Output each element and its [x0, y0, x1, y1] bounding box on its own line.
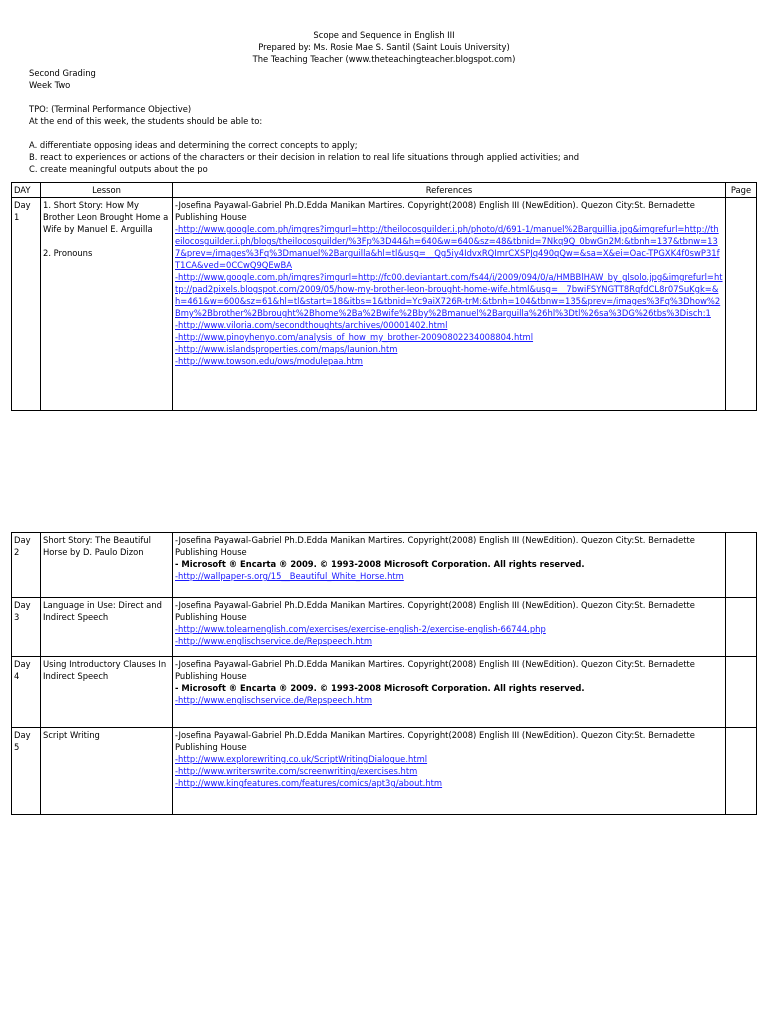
reference-link[interactable]: -http://www.google.com.ph/imgres?imgurl=http://theilocosguilder.i.ph/photo/d/691-1/manuel%2Barguillia.jpg&imgrefurl=http://theilocosguilder.i.ph/blogs/theilocosguilder/%3Fp%3D44&h=640&w=640&sz=48&tbnid=7Nkq9Q_0bwGn2M:&tbnh=137&tbnw=137&prev=/images%3Fq%3Dmanuel%2Barguilla&hl=tl&usg=__Qg5iy4IdvxRQImrCXSPJq490qQw=&sa=X&ei=Oac-TPGXK4f0swP31fT1CA&ved=0CCwQ9QEwBA: [175, 224, 720, 270]
header-page: Page: [726, 183, 757, 198]
table-row: [12, 657, 757, 728]
lesson-table-week-two: [11, 182, 757, 411]
day-cell: Day 2: [12, 533, 41, 598]
objective-b: B. react to experiences or actions of the characters or their decision in relation to real life situations through applied activities; and: [29, 152, 580, 162]
objective-c: C. create meaningful outputs about the po: [29, 164, 208, 174]
reference-book: -Josefina Payawal-Gabriel Ph.D.Edda Manikan Martires. Copyright(2008) English III (NewEdition). Quezon City:St. Bernadette Publishing House: [175, 535, 695, 557]
lesson-cell: Script Writing: [41, 728, 173, 815]
reference-encarta: - Microsoft ® Encarta ® 2009. © 1993-2008 Microsoft Corporation. All rights reserved.: [175, 559, 585, 569]
references-cell: [173, 728, 726, 815]
page-cell: [726, 657, 757, 728]
day-cell: Day 3: [12, 598, 41, 657]
page-cell: [726, 598, 757, 657]
reference-link[interactable]: -http://www.englischservice.de/Repspeech.htm: [175, 636, 372, 646]
references-cell: [173, 598, 726, 657]
references-cell: [173, 198, 726, 411]
reference-link[interactable]: -http://www.pinoyhenyo.com/analysis_of_how_my_brother-20090802234008804.html: [175, 332, 534, 342]
table-row: [12, 198, 757, 411]
reference-link[interactable]: -http://www.tolearnenglish.com/exercises/exercise-english-2/exercise-english-66744.php: [175, 624, 546, 634]
header-day: DAY: [12, 183, 41, 198]
references-cell: [173, 533, 726, 598]
lesson-cell: Using Introductory Clauses In Indirect Speech: [41, 657, 173, 728]
objective-a: A. differentiate opposing ideas and determining the correct concepts to apply;: [29, 140, 358, 150]
intro-section: [29, 67, 749, 175]
reference-link[interactable]: -http://www.towson.edu/ows/modulepaa.htm: [175, 356, 363, 366]
day-cell: Day 4: [12, 657, 41, 728]
reference-link[interactable]: -http://www.google.com.ph/imgres?imgurl=http://fc00.deviantart.com/fs44/i/2009/094/0/a/HMBBlHAW_by_glsolo.jpg&imgrefurl=http://pad2pixels.blogspot.com/2009/05/how-my-brother-leon-brought-home-wife.html&usg=__7bwiFSYNGTT8RqfdCL8r07SuKgk=&h=461&w=600&sz=61&hl=tl&start=18&itbs=1&tbnid=Yc9aiX726R-trM:&tbnh=104&tbnw=135&prev=/images%3Fq%3Dhow%2Bmy%2Bbrother%2Bbrought%2Bhome%2Ba%2Bwife%2Bby%2Bmanuel%2Barguilla%26hl%3Dtl%26sa%3DG%26tbs%3Disch:1: [175, 272, 723, 318]
page-cell: [726, 728, 757, 815]
tpo-heading: TPO: (Terminal Performance Objective): [29, 104, 192, 114]
table-header-row: [12, 183, 757, 198]
reference-link[interactable]: -http://www.explorewriting.co.uk/ScriptWritingDialogue.html: [175, 754, 428, 764]
page-cell: [726, 533, 757, 598]
document-header: [0, 29, 768, 65]
page-cell: [726, 198, 757, 411]
lesson-table-continued: [11, 532, 757, 815]
reference-link[interactable]: -http://www.kingfeatures.com/features/comics/apt3g/about.htm: [175, 778, 443, 788]
lesson-cell: [41, 198, 173, 411]
lesson-item: 2. Pronouns: [43, 248, 93, 258]
reference-link[interactable]: -http://www.viloria.com/secondthoughts/archives/00001402.html: [175, 320, 448, 330]
teacher-credit: The Teaching Teacher (www.theteachingteacher.blogspot.com): [252, 54, 516, 64]
reference-encarta: - Microsoft ® Encarta ® 2009. © 1993-2008 Microsoft Corporation. All rights reserved.: [175, 683, 585, 693]
table-row: [12, 598, 757, 657]
reference-book: -Josefina Payawal-Gabriel Ph.D.Edda Manikan Martires. Copyright(2008) English III (NewEdition). Quezon City:St. Bernadette Publishing House: [175, 600, 695, 622]
reference-book: -Josefina Payawal-Gabriel Ph.D.Edda Manikan Martires. Copyright(2008) English III (NewEdition). Quezon City:St. Bernadette Publishing House: [175, 200, 695, 222]
reference-book: -Josefina Payawal-Gabriel Ph.D.Edda Manikan Martires. Copyright(2008) English III (NewEdition). Quezon City:St. Bernadette Publishing House: [175, 659, 695, 681]
lesson-cell: Language in Use: Direct and Indirect Speech: [41, 598, 173, 657]
references-cell: [173, 657, 726, 728]
reference-link[interactable]: -http://www.islandsproperties.com/maps/launion.htm: [175, 344, 398, 354]
reference-link[interactable]: -http://www.writerswrite.com/screenwriting/exercises.htm: [175, 766, 418, 776]
week-label: Week Two: [29, 80, 71, 90]
objectives-lead: At the end of this week, the students should be able to:: [29, 116, 263, 126]
header-references: References: [173, 183, 726, 198]
reference-link[interactable]: -http://www.englischservice.de/Repspeech.htm: [175, 695, 372, 705]
header-lesson: Lesson: [41, 183, 173, 198]
day-cell: Day 5: [12, 728, 41, 815]
lesson-item: 1. Short Story: How My Brother Leon Brought Home a Wife by Manuel E. Arguilla: [43, 200, 169, 234]
prepared-by: Prepared by: Ms. Rosie Mae S. Santil (Saint Louis University): [258, 42, 510, 52]
grading-period: Second Grading: [29, 68, 96, 78]
table-row: [12, 533, 757, 598]
day-cell: Day 1: [12, 198, 41, 411]
table-row: [12, 728, 757, 815]
lesson-cell: Short Story: The Beautiful Horse by D. Paulo Dizon: [41, 533, 173, 598]
document-title: Scope and Sequence in English III: [313, 30, 455, 40]
reference-book: -Josefina Payawal-Gabriel Ph.D.Edda Manikan Martires. Copyright(2008) English III (NewEdition). Quezon City:St. Bernadette Publishing House: [175, 730, 695, 752]
reference-link[interactable]: -http://wallpaper-s.org/15__Beautiful_White_Horse.htm: [175, 571, 404, 581]
